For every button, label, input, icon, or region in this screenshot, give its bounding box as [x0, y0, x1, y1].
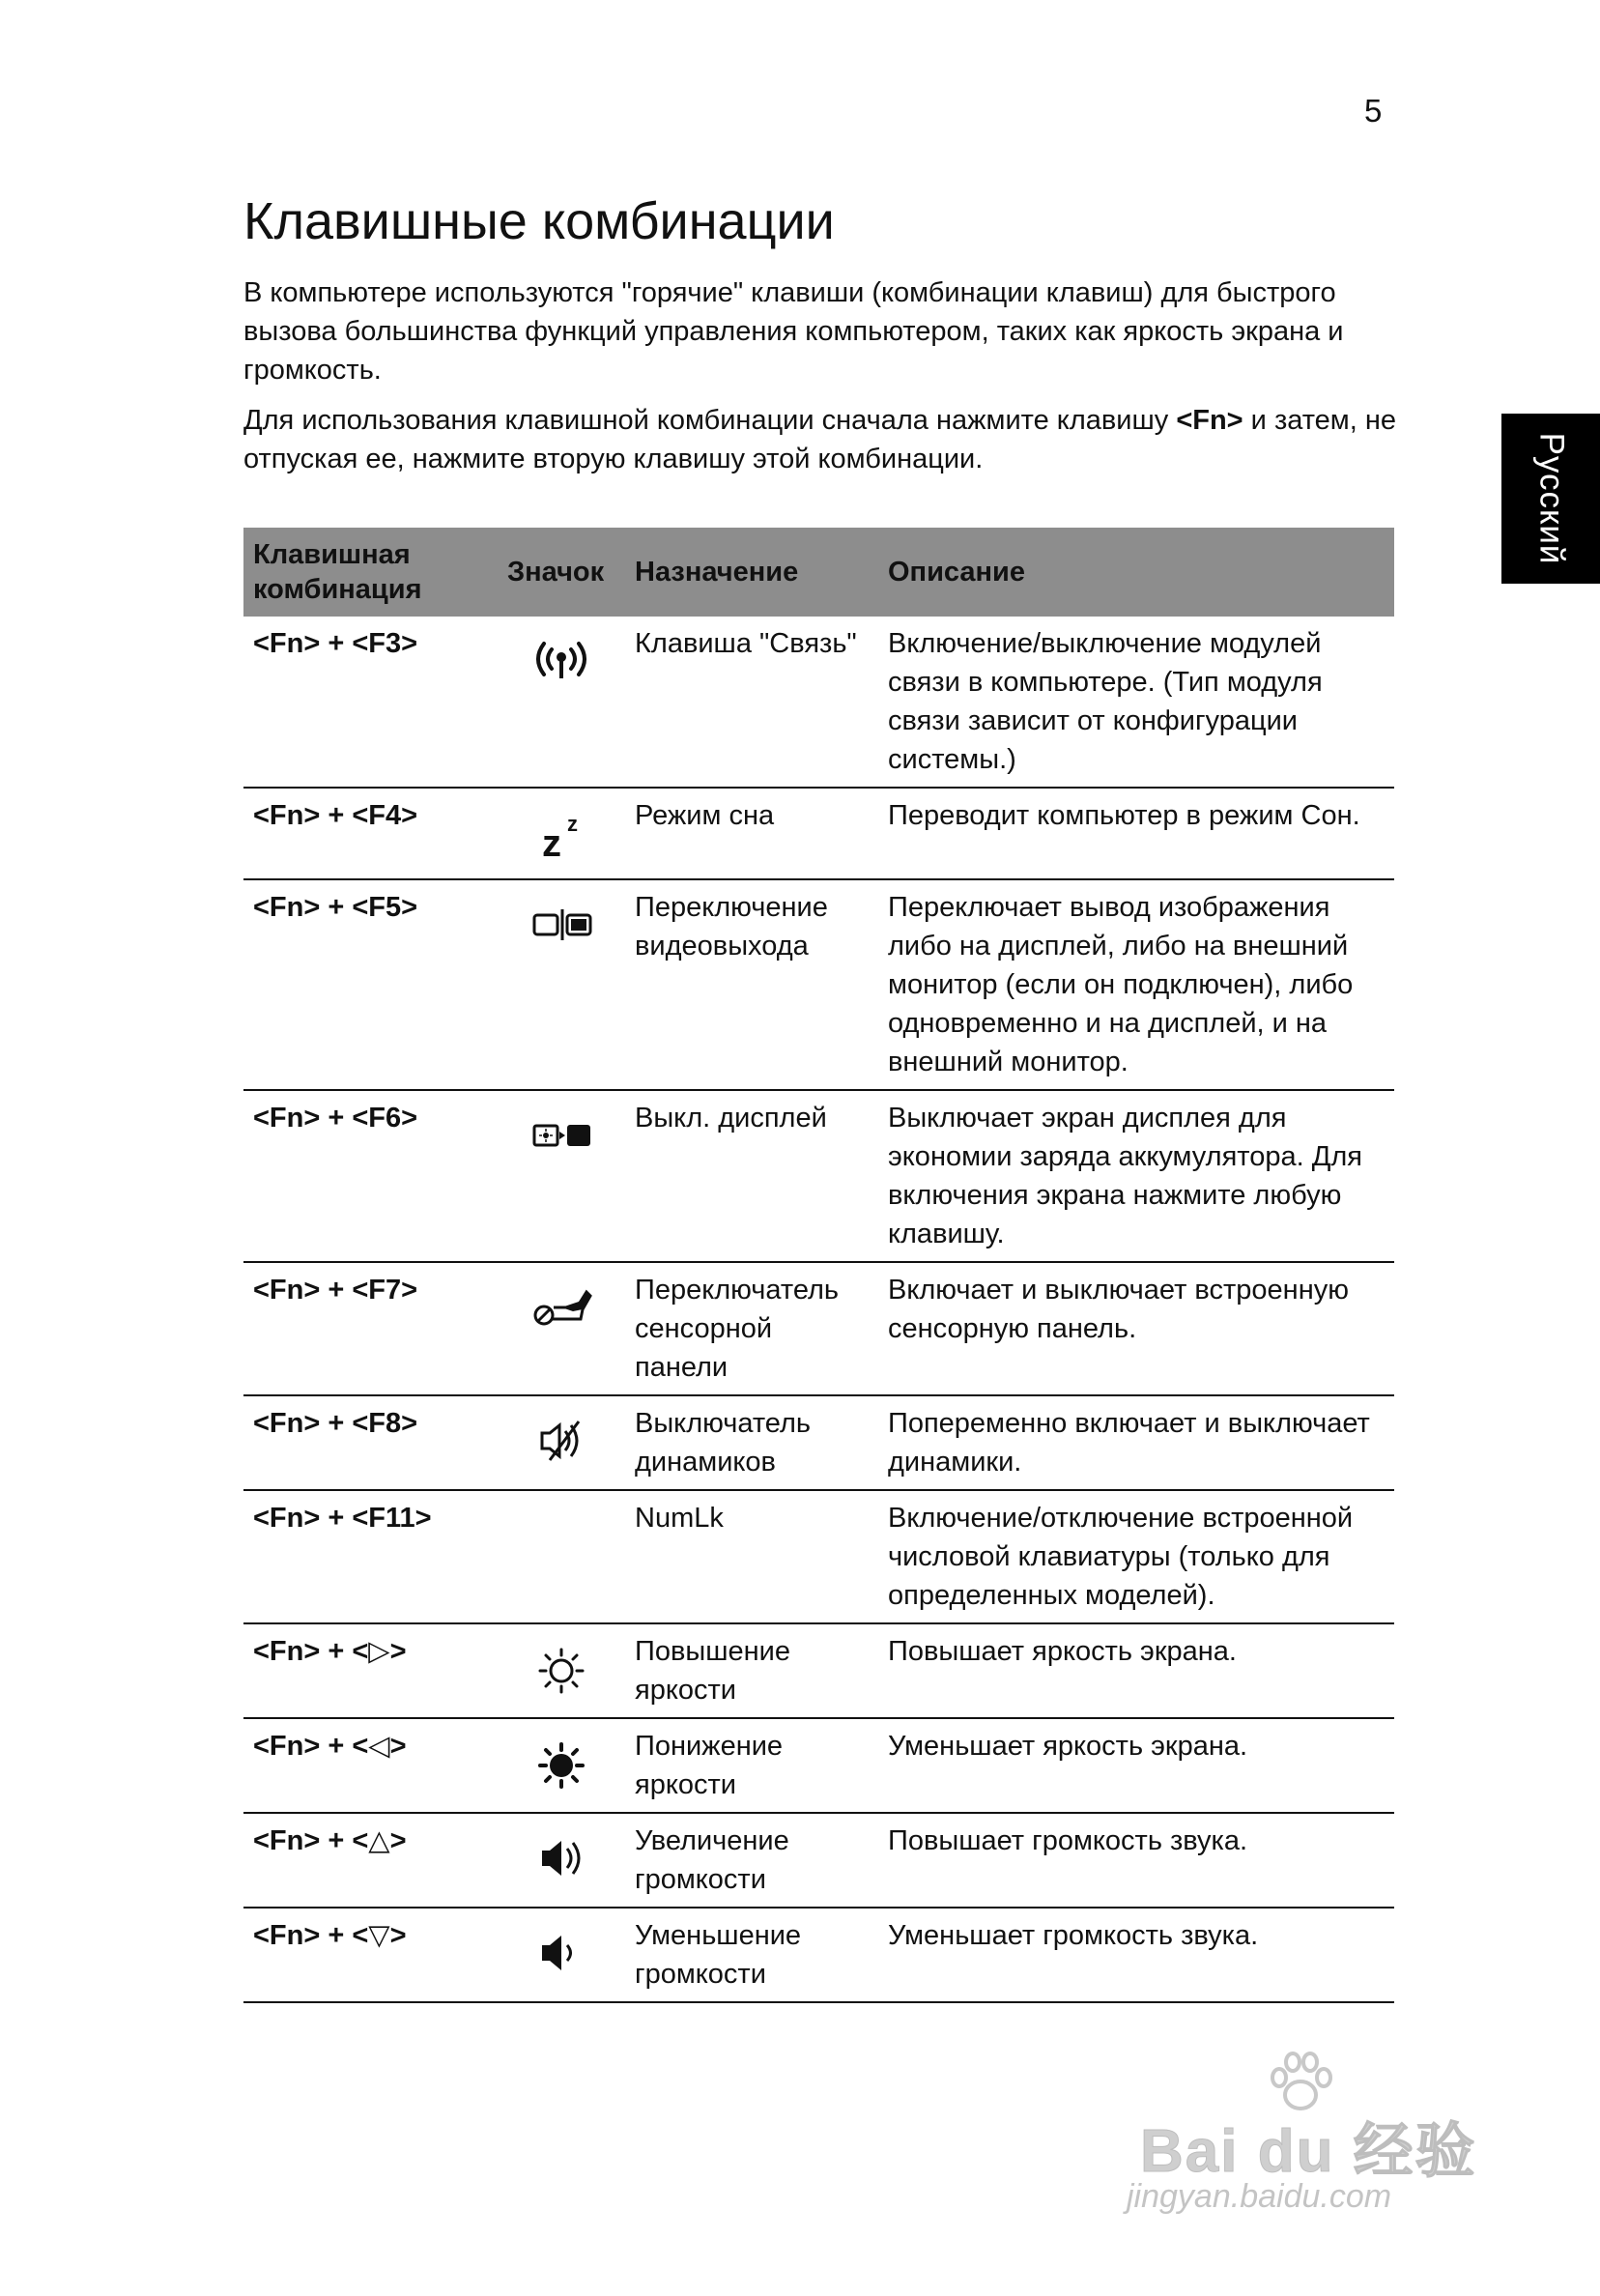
- display-off-icon: [530, 1108, 592, 1162]
- baidu-watermark: [1127, 2049, 1503, 2223]
- speaker-mute-icon: [530, 1414, 592, 1468]
- volume-down-icon: [530, 1926, 592, 1980]
- row-function: Переключение видеовыхода: [625, 879, 878, 1090]
- row-description: Выключает экран дисплея для экономии заряда аккумулятора. Для включения экрана нажмите любую клавишу.: [878, 1090, 1394, 1262]
- table-row: [243, 1490, 1394, 1623]
- table-row: [243, 617, 1394, 788]
- table-row: [243, 1718, 1394, 1813]
- row-description: Повышает громкость звука.: [878, 1813, 1394, 1908]
- row-function: Повышение яркости: [625, 1623, 878, 1718]
- touchpad-toggle-icon: [530, 1280, 592, 1335]
- row-combo: <Fn> + <▽>: [243, 1908, 498, 2002]
- row-combo: <Fn> + <F7>: [243, 1262, 498, 1395]
- row-combo: <Fn> + <F5>: [243, 879, 498, 1090]
- fn-key-label: <Fn>: [1176, 405, 1243, 436]
- row-function: Увеличение громкости: [625, 1813, 878, 1908]
- volume-up-icon: [530, 1831, 592, 1885]
- language-tab-label: Русский: [1532, 432, 1570, 565]
- header-combo: Клавишная комбинация: [243, 528, 498, 617]
- row-description: Переключает вывод изображения либо на дисплей, либо на внешний монитор (если он подключен), либо одновременно и на дисплей, и на внешний монитор.: [878, 879, 1394, 1090]
- row-function: Уменьшение громкости: [625, 1908, 878, 2002]
- table-row: [243, 1090, 1394, 1262]
- table-row: [243, 1395, 1394, 1490]
- svg-text:z: z: [567, 812, 578, 836]
- row-combo: <Fn> + <▷>: [243, 1623, 498, 1718]
- row-function: Выключатель динамиков: [625, 1395, 878, 1490]
- intro-paragraph-1: В компьютере используются "горячие" клавиши (комбинации клавиш) для быстрого вызова большинства функций управления компьютером, таких как яркость экрана и громкость.: [243, 277, 1344, 386]
- row-description: Включает и выключает встроенную сенсорную панель.: [878, 1262, 1394, 1395]
- row-combo: <Fn> + <◁>: [243, 1718, 498, 1813]
- brightness-down-icon: [530, 1736, 592, 1791]
- table-row: [243, 1908, 1394, 2002]
- sleep-icon: [530, 806, 592, 860]
- row-function: Режим сна: [625, 788, 878, 879]
- row-function: Переключатель сенсорной панели: [625, 1262, 878, 1395]
- row-combo: <Fn> + <F6>: [243, 1090, 498, 1262]
- row-combo: <Fn> + <F11>: [243, 1490, 498, 1623]
- row-description: Переводит компьютер в режим Сон.: [878, 788, 1394, 879]
- page-number: 5: [1364, 93, 1383, 129]
- header-description: Описание: [878, 528, 1394, 617]
- intro-p2-before: Для использования клавишной комбинации сначала нажмите клавишу: [243, 405, 1177, 436]
- table-row: [243, 879, 1394, 1090]
- intro-p2-after: и затем, не отпуская ее, нажмите вторую клавишу этой комбинации.: [243, 405, 1397, 474]
- row-combo: <Fn> + <F8>: [243, 1395, 498, 1490]
- row-description: Включение/выключение модулей связи в компьютере. (Тип модуля связи зависит от конфигурации системы.): [878, 617, 1394, 788]
- hotkey-table: [243, 528, 1394, 2003]
- language-tab: [1501, 414, 1600, 584]
- wireless-icon: [530, 634, 592, 688]
- table-row: [243, 1262, 1394, 1395]
- row-function: NumLk: [625, 1490, 878, 1623]
- page-title: Клавишные комбинации: [243, 192, 835, 250]
- table-header-row: [243, 528, 1394, 617]
- row-function: Клавиша "Связь": [625, 617, 878, 788]
- row-function: Понижение яркости: [625, 1718, 878, 1813]
- row-description: Повышает яркость экрана.: [878, 1623, 1394, 1718]
- table-row: [243, 1623, 1394, 1718]
- svg-text:z: z: [542, 822, 561, 860]
- header-icon: Значок: [498, 528, 625, 617]
- watermark-brand: Bai du 经验: [1140, 2118, 1477, 2185]
- row-description: Уменьшает громкость звука.: [878, 1908, 1394, 2002]
- row-function: Выкл. дисплей: [625, 1090, 878, 1262]
- row-description: Попеременно включает и выключает динамики.: [878, 1395, 1394, 1490]
- intro-paragraph-2: [243, 401, 1403, 478]
- row-icon-empty: [498, 1490, 625, 1623]
- display-toggle-icon: [530, 898, 592, 952]
- brightness-up-icon: [530, 1642, 592, 1696]
- table-row: [243, 1813, 1394, 1908]
- header-function: Назначение: [625, 528, 878, 617]
- row-combo: <Fn> + <F3>: [243, 617, 498, 788]
- row-description: Включение/отключение встроенной числовой клавиатуры (только для определенных моделей).: [878, 1490, 1394, 1623]
- table-row: [243, 788, 1394, 879]
- row-combo: <Fn> + <△>: [243, 1813, 498, 1908]
- row-combo: <Fn> + <F4>: [243, 788, 498, 879]
- row-description: Уменьшает яркость экрана.: [878, 1718, 1394, 1813]
- watermark-url: jingyan.baidu.com: [1127, 2178, 1392, 2215]
